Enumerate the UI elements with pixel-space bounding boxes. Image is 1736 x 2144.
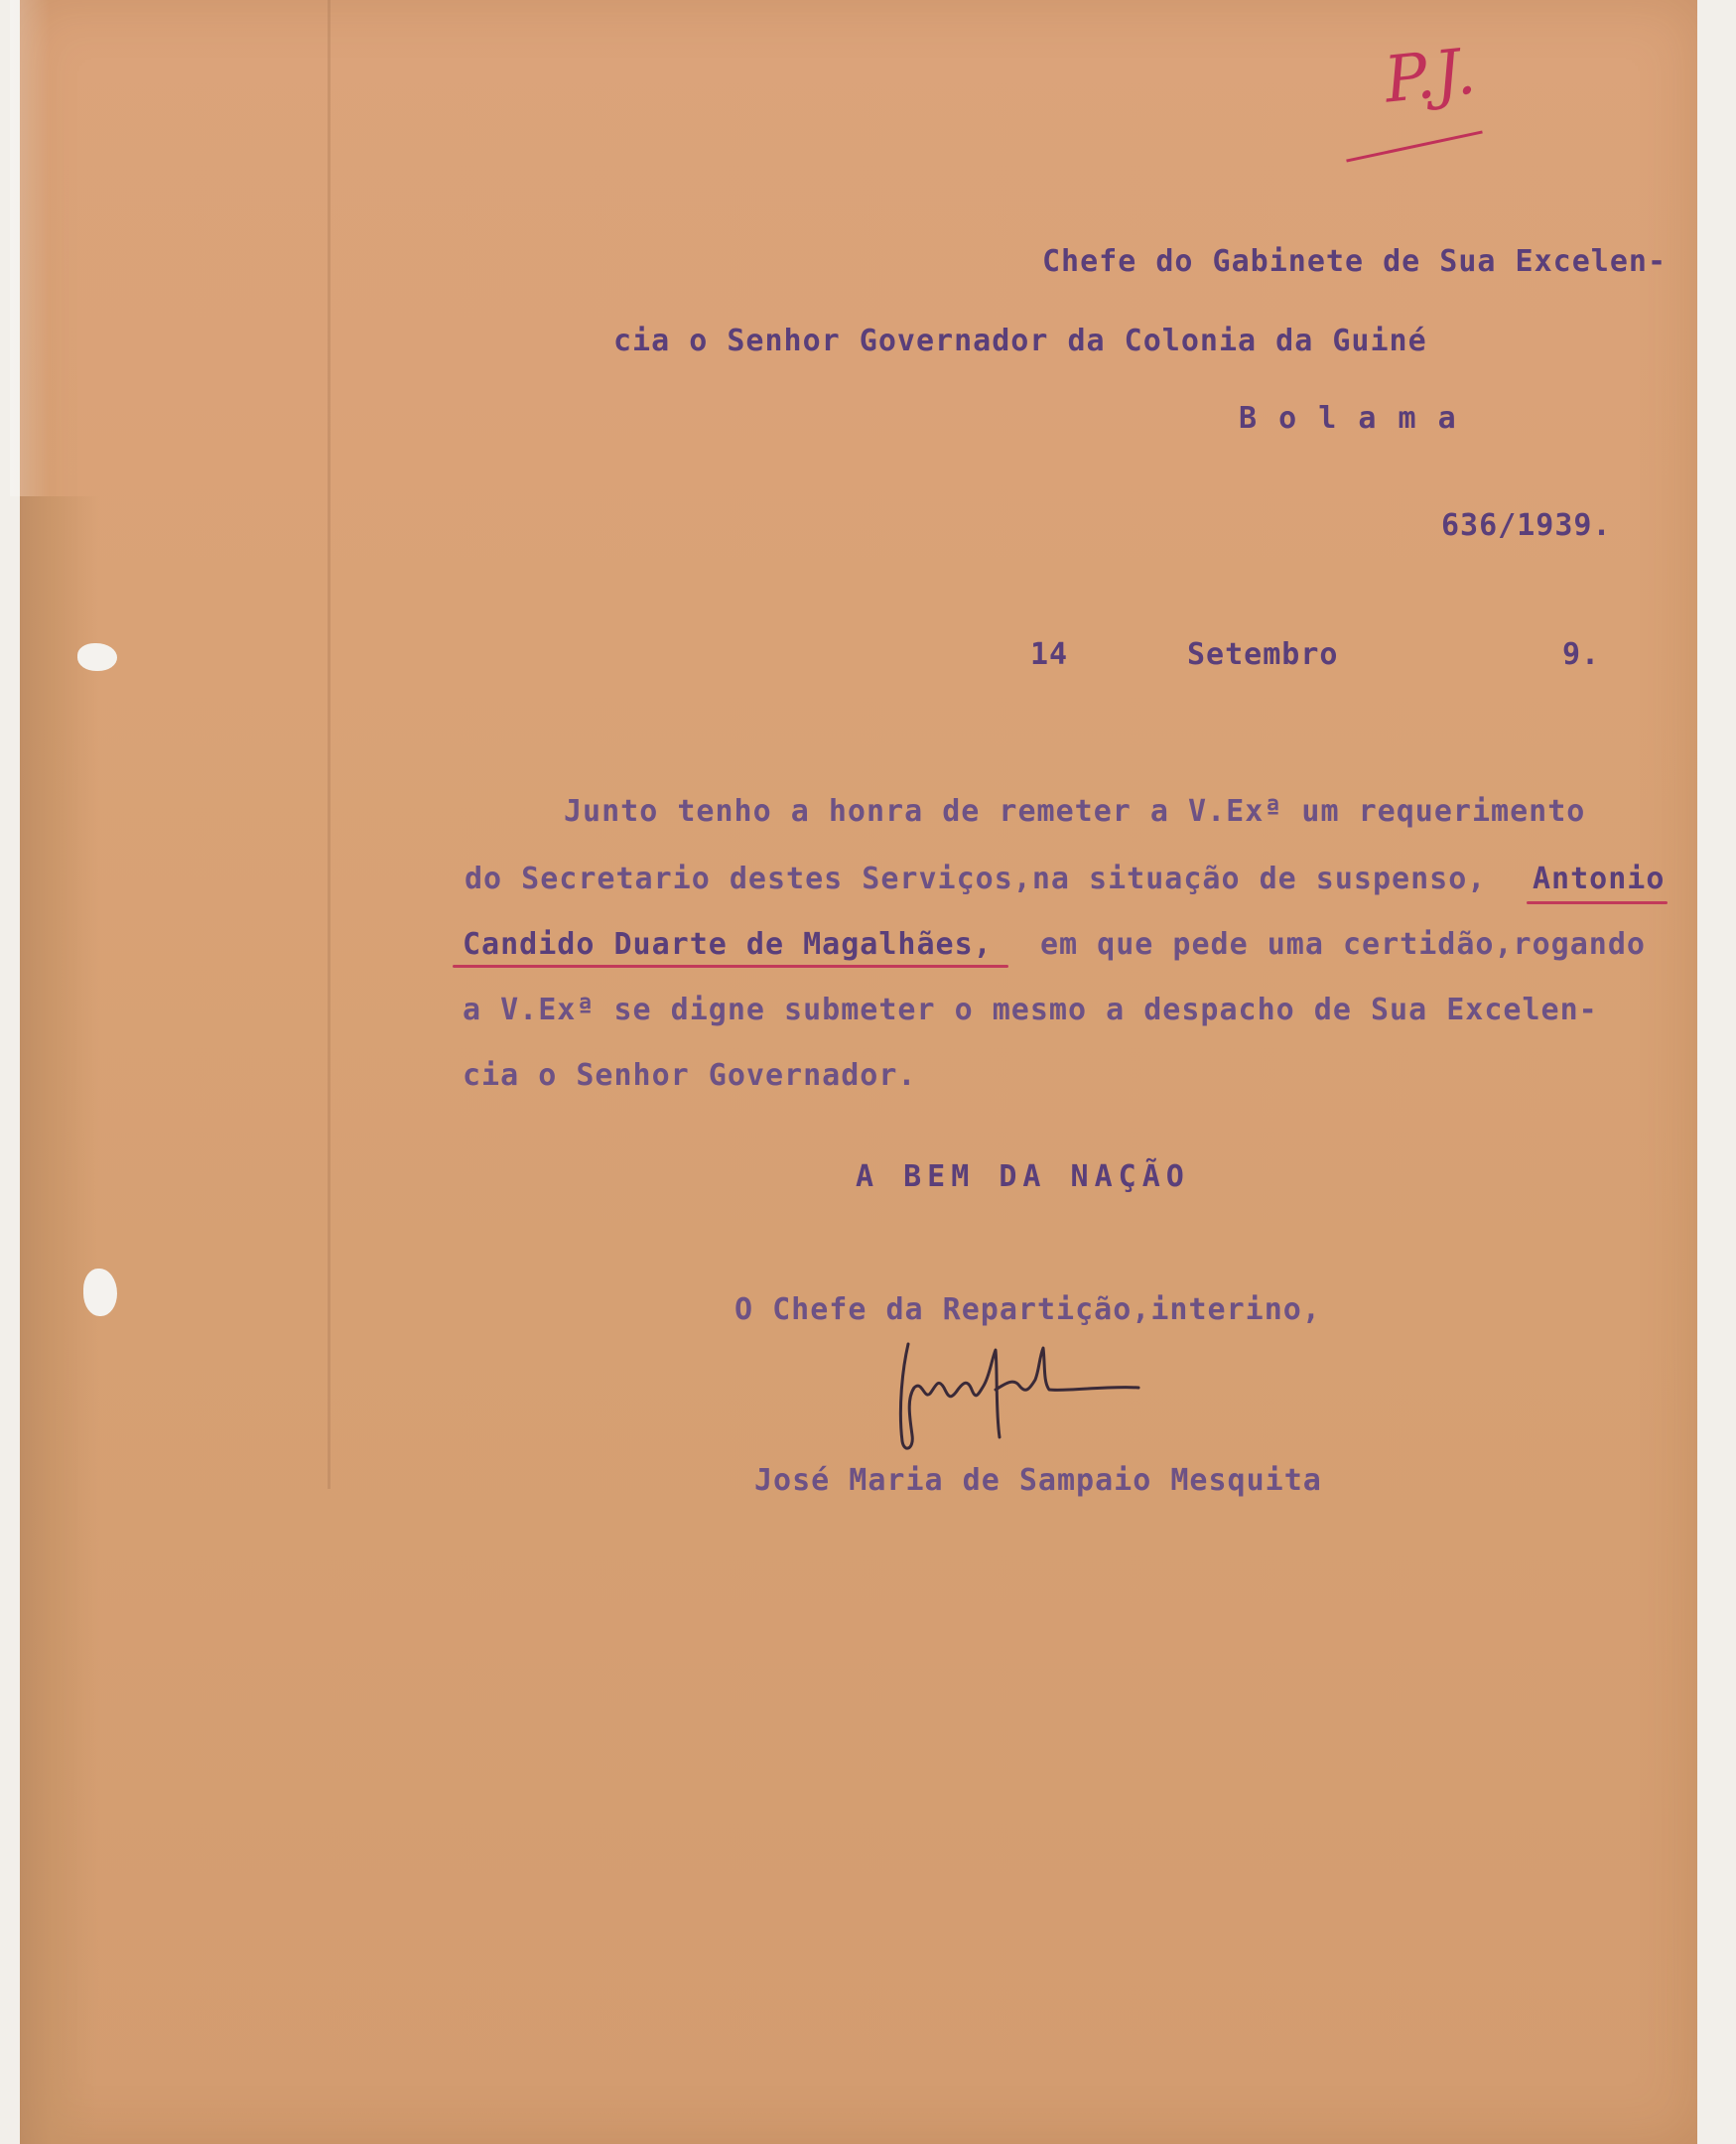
body-line-3a-name: Candido Duarte de Magalhães, [463,927,993,962]
body-line-1: Junto tenho a honra de remeter a V.Exª um requerimento [564,794,1586,829]
handwritten-signature [888,1330,1146,1459]
date-year: 9. [1562,637,1601,672]
signatory-title: O Chefe da Repartição,interino, [734,1292,1321,1327]
body-line-4: a V.Exª se digne submeter o mesmo a despacho de Sua Excelen- [463,993,1598,1027]
name-underline-1 [1527,901,1668,904]
closing-motto: A BEM DA NAÇÃO [856,1159,1190,1194]
addressee-line-2: cia o Senhor Governador da Colonia da Guiné [613,324,1427,358]
body-line-3b: em que pede uma certidão,rogando [1040,927,1646,962]
fold-line [328,0,331,1489]
paper-edge [10,0,50,496]
name-underline-2 [453,965,1008,968]
date-day: 14 [1030,637,1069,672]
addressee-city: B o l a m a [1239,401,1458,436]
signatory-name: José Maria de Sampaio Mesquita [754,1463,1322,1498]
reference-number: 636/1939. [1441,508,1612,543]
punch-hole-bottom [83,1269,117,1316]
body-line-5: cia o Senhor Governador. [463,1058,917,1093]
body-line-2b-name: Antonio [1533,862,1666,896]
paper-shadow-edge [20,496,99,2144]
date-month: Setembro [1187,637,1339,672]
addressee-line-1: Chefe do Gabinete de Sua Excelen- [1042,244,1668,279]
pencil-annotation: P.J. [1381,35,1480,118]
punch-hole-top [77,643,117,671]
body-line-2a: do Secretario destes Serviços,na situação de suspenso, [465,862,1487,896]
